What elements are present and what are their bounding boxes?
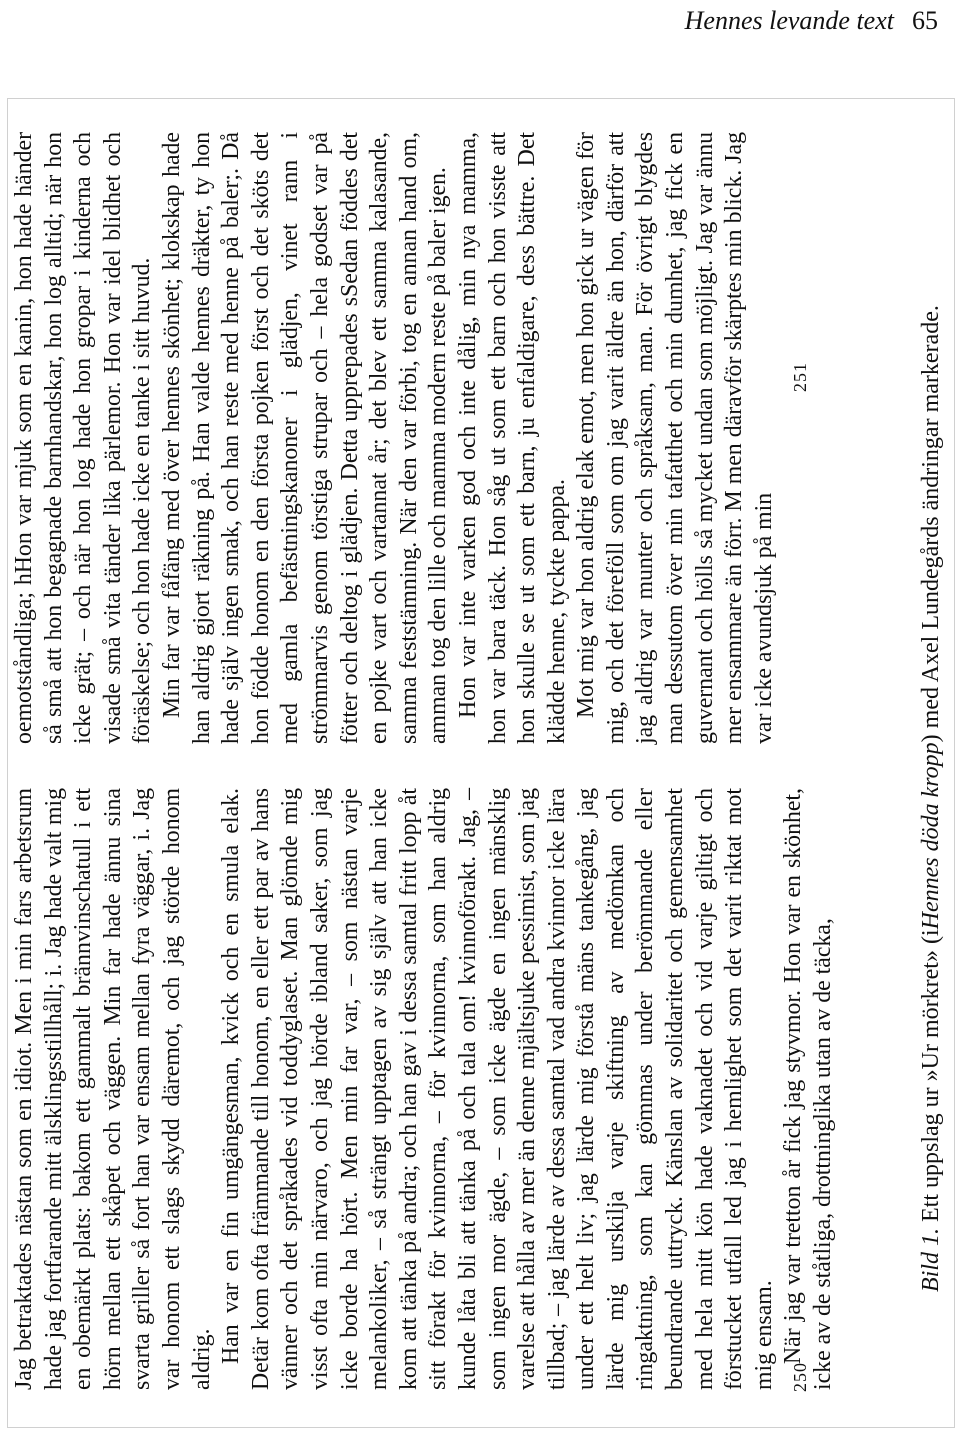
caption-label: Bild 1. [918, 1228, 944, 1292]
caption-text-start: Ett uppslag ur »Ur mörkret» (i [918, 929, 944, 1222]
caption-text-end: ) med Axel Lundegårds ändringar markerade. [918, 305, 944, 743]
caption-book-title: Hennes döda kropp [918, 742, 944, 930]
left-page-number: 250 [790, 1362, 810, 1392]
left-paragraph-3: När jag var tretton år fick jag styvmor. Hon var en skönhet, icke av de ståtliga, drottninglika utan av de täcka, [780, 788, 837, 1390]
running-title: Hennes levande text [684, 6, 894, 35]
left-paragraph-1: Jag betraktades nästan som en idiot. Men i min fars arbetsrum hade jag fortfarande mitt älsklingsstillhåll; i. Jag hade valt mig en obemärkt plats: bakom ett gammalt brännvinschatull i ett hörn mellan ett skåpet och väggen. Min far hade ännu sina svarta griller så fort han var ensam mellan fyra väggar, i. Jag var honom ett slags skydd däremot, och jag störde honom aldrig. [11, 788, 215, 1390]
left-page-text [10, 788, 839, 1390]
running-header [685, 6, 938, 36]
figure-caption [918, 305, 945, 1292]
left-paragraph-2: Han var en fin umgängesman, kvick och en smula elak. Detär kom ofta främmande till honom, en eller ett par av hans vänner och det språkades vid toddyglaset. Man glömde mig visst ofta min närvaro, och jag hörde ibland saker, som jag icke borde ha hört. Men min far var, – som nästan varje melankoliker, – så strängt upptagen av sig själv att han icke kom att tänka på andra; och han gav i dessa samtal fritt lopp åt sitt förakt för kvinnorna, – för kvinnorna, som han aldrig kunde låta bli att tänka på och tala om! kvinnoförakt. Jag, – som ingen mor ägde, – som icke ägde en ingen mänsklig varelse att hålla av mer än denne mjältsjuke pessimist, som jag tillbad; – jag lärde av dessa samtal vad andra kvinnor icke lära under ett helt liv; jag lärde mig förstå mäns tankegång, jag lärde mig urskilja varje skiftning av medömkan och ringaktning, som kan gömmas under berömmande eller beundrande uttryck. Känslan av solidaritet och gemensamhet med hela mitt kön hade vaknadet och vid varje giltigt och förstucket utfall led jag i hemlighet som det varit riktat mot mig ensam. [218, 788, 777, 1390]
right-paragraph-4: Mot mig var hon aldrig elak emot, men hon gick ur vägen för mig, och det föreföll som om jag varit äldre än hon, därför att jag aldrig var munter och språksam, man. För övrigt blygdes man dessutom över min tafatthet och min dumhet, jag fick en guvernant och hölls så mycket undan som möjligt. Jag var ännu mer ensammare än förr. M men däravför skärptes min blick. Jag var icke avundsjuk på min [573, 132, 777, 744]
right-paragraph-1: oemotståndliga; hHon var mjuk som en kanin, hon hade händer så små att hon begagnade barnhandskar, hon log alltid; när hon icke grät; – och när hon log hade hon gropar i kinderna och visade små vita tänder lika pärlemor. Hon var idel blidhet och föräskelse; och hon hade icke en tanke i sitt huvud. [11, 132, 156, 744]
right-page-number: 251 [790, 362, 810, 392]
rotated-spread [0, 90, 960, 1432]
right-paragraph-3: Hon var inte varken god och inte dålig, min nya mamma, hon var bara täck. Hon såg ut som ett barn och hon visste att hon skulle se ut som ett barn, ju enfaldigare, dess bättre. Det klädde henne, tyckte pappa. [454, 132, 570, 744]
right-paragraph-2: Min far var fåfäng med över hennes skönhet; klokskap hade han aldrig gjort räkning på. Han valde hennes dräkter, ty hon hade själv ingen smak, och han reste med henne på baler;. Då hon födde honom en den första pojken först och det sköts det med gamla befästningskanoner i glädjen, vinet rann i strömmarvis genom törstiga strupar och – hela godset var på fötter och deltog i glädjen. Detta upprepades sSedan föddes det en pojke vart och vartannat år; det blev ett samma kalasande, samma feststämning. När den var förbi, tog en annan hand om, amman tog den lille och mamma modern reste på baler igen. [158, 132, 452, 744]
manuscript-scan-figure [0, 90, 960, 1432]
right-page-text [10, 132, 779, 744]
header-page-number: 65 [912, 6, 938, 35]
